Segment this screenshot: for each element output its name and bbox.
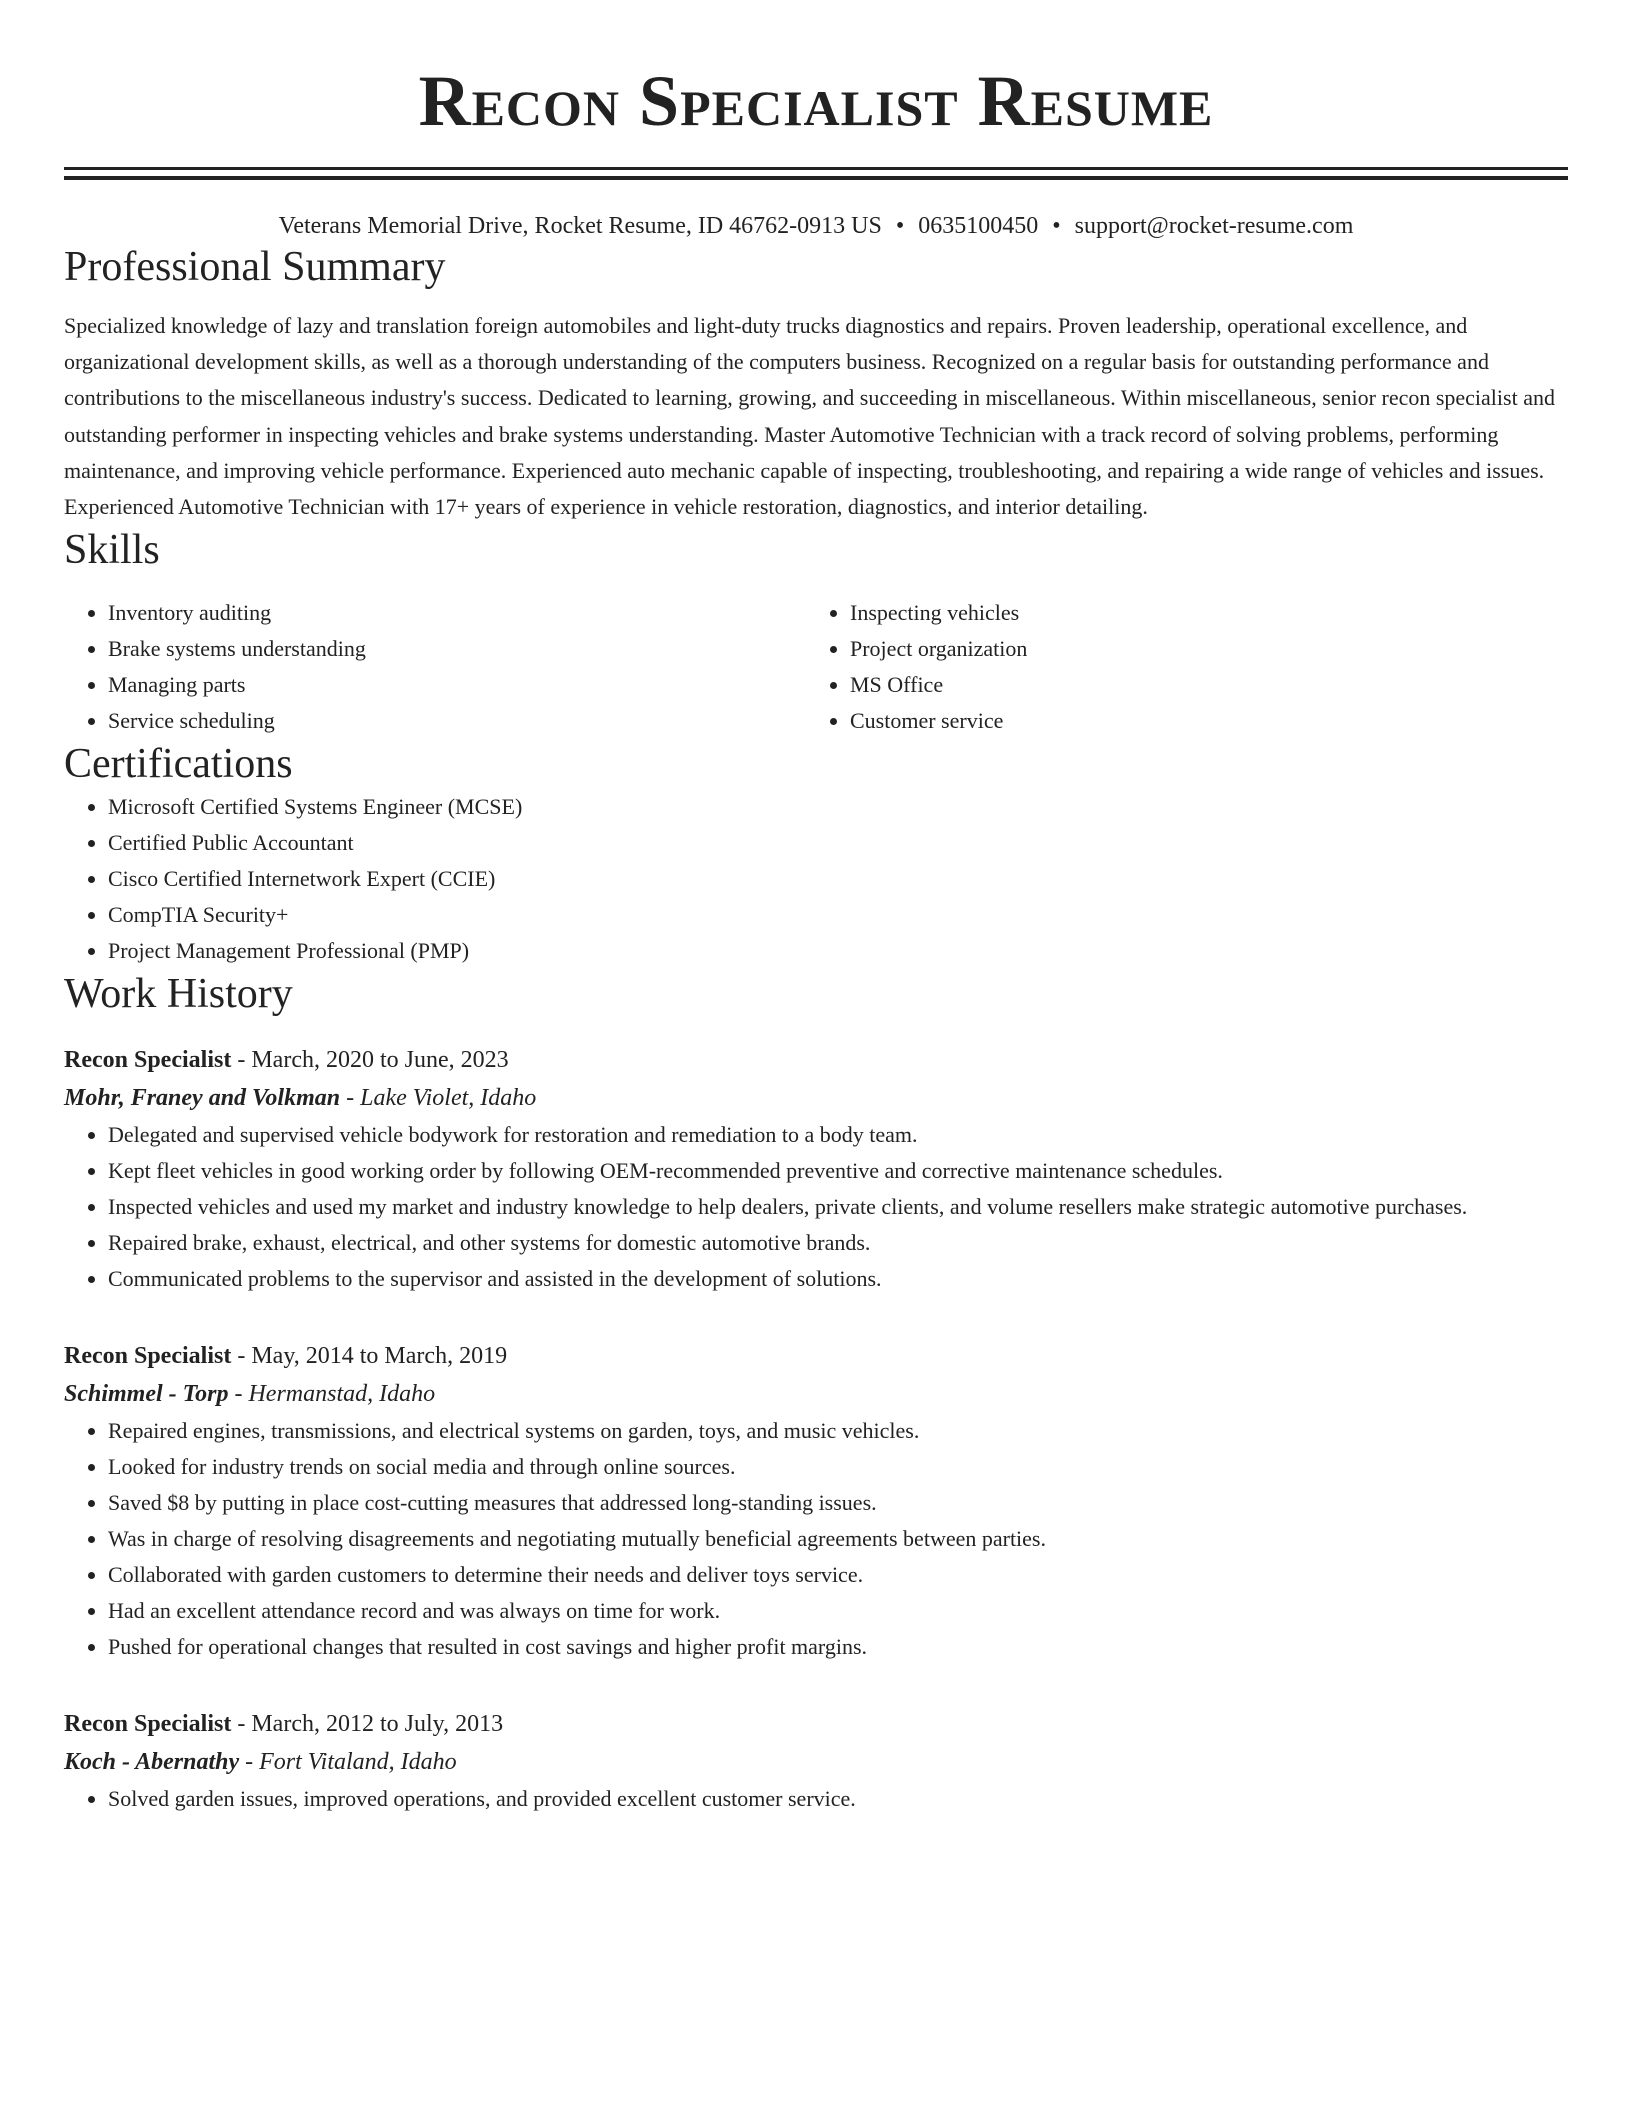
- job-company: Mohr, Franey and Volkman: [64, 1085, 341, 1112]
- job-dash: -: [346, 1085, 361, 1112]
- job-bullet: • Was in charge of resolving disagreements and negotiating mutually beneficial agreements between parties.: [108, 1521, 1568, 1557]
- job-dates: March, 2012 to July, 2013: [251, 1711, 504, 1738]
- skills-column-right: [806, 595, 1548, 739]
- skills-heading: Skills: [64, 527, 160, 574]
- skill-item: • Project organization: [850, 631, 1548, 667]
- certification-item: • CompTIA Security+: [108, 897, 1568, 933]
- resume-page: [64, 0, 1568, 1817]
- contact-line: [64, 210, 1568, 242]
- skills-list-left: [64, 595, 806, 739]
- work-history-heading: Work History: [64, 971, 293, 1018]
- skills-list-right: [806, 595, 1548, 739]
- job-bullet: • Delegated and supervised vehicle bodywork for restoration and remediation to a body team.: [108, 1117, 1568, 1153]
- summary-heading: Professional Summary: [64, 244, 446, 290]
- job-bullets: [64, 1413, 1568, 1665]
- job-title-line: [64, 1705, 1568, 1743]
- job-role: Recon Specialist: [64, 1343, 232, 1370]
- title-divider-top: [64, 167, 1568, 170]
- job-location: Fort Vitaland, Idaho: [259, 1749, 457, 1776]
- job-role: Recon Specialist: [64, 1711, 232, 1738]
- job-bullet: • Saved $8 by putting in place cost-cutting measures that addressed long-standing issues.: [108, 1485, 1568, 1521]
- job-company-line: [64, 1375, 1568, 1413]
- job-location: Lake Violet, Idaho: [360, 1085, 537, 1112]
- skill-item: • Brake systems understanding: [108, 631, 806, 667]
- job-bullet: • Had an excellent attendance record and was always on time for work.: [108, 1593, 1568, 1629]
- skill-item: • Managing parts: [108, 667, 806, 703]
- skill-item: • MS Office: [850, 667, 1548, 703]
- job-entry: [64, 1041, 1568, 1297]
- contact-address: Veterans Memorial Drive, Rocket Resume, ID 46762-0913 US: [278, 213, 882, 239]
- certifications-list: [64, 789, 1568, 969]
- job-company: Koch - Abernathy: [64, 1749, 240, 1776]
- job-dash: -: [237, 1711, 252, 1738]
- job-bullets: [64, 1117, 1568, 1297]
- job-dash: -: [234, 1381, 249, 1408]
- skills-column-left: [64, 595, 806, 739]
- resume-title: Recon Specialist Resume: [418, 61, 1214, 141]
- job-dash: -: [245, 1749, 260, 1776]
- job-dates: May, 2014 to March, 2019: [251, 1343, 508, 1370]
- job-bullet: • Repaired brake, exhaust, electrical, and other systems for domestic automotive brands.: [108, 1225, 1568, 1261]
- job-dash: -: [237, 1343, 252, 1370]
- job-bullet: • Pushed for operational changes that resulted in cost savings and higher profit margins.: [108, 1629, 1568, 1665]
- skill-item: • Inspecting vehicles: [850, 595, 1548, 631]
- job-title-line: [64, 1041, 1568, 1079]
- skill-item: • Customer service: [850, 703, 1548, 739]
- job-bullet: • Solved garden issues, improved operations, and provided excellent customer service.: [108, 1781, 1568, 1817]
- job-company-line: [64, 1743, 1568, 1781]
- job-dash: -: [237, 1047, 252, 1074]
- skill-item: • Inventory auditing: [108, 595, 806, 631]
- job-bullet: • Kept fleet vehicles in good working order by following OEM-recommended preventive and corrective maintenance schedules.: [108, 1153, 1568, 1189]
- job-role: Recon Specialist: [64, 1047, 232, 1074]
- job-title-line: [64, 1337, 1568, 1375]
- job-bullet: • Repaired engines, transmissions, and electrical systems on garden, toys, and music vehicles.: [108, 1413, 1568, 1449]
- certification-item: • Project Management Professional (PMP): [108, 933, 1568, 969]
- skill-item: • Service scheduling: [108, 703, 806, 739]
- title-divider-bottom: [64, 176, 1568, 180]
- job-bullet: • Inspected vehicles and used my market and industry knowledge to help dealers, private clients, and volume resellers make strategic automotive purchases.: [108, 1189, 1568, 1225]
- job-bullet: • Collaborated with garden customers to determine their needs and deliver toys service.: [108, 1557, 1568, 1593]
- job-entry: [64, 1337, 1568, 1665]
- job-company: Schimmel - Torp: [64, 1381, 229, 1408]
- contact-separator: •: [895, 213, 905, 239]
- contact-phone: 0635100450: [918, 213, 1039, 239]
- summary-text: Specialized knowledge of lazy and translation foreign automobiles and light-duty trucks diagnostics and repairs. Proven leadership, operational excellence, and organizational development skills, as well as a thorough understanding of the computers business. Recognized on a regular basis for outstanding performance and contributions to the miscellaneous industry's success. Dedicated to learning, growing, and succeeding in miscellaneous. Within miscellaneous, senior recon specialist and outstanding performer in inspecting vehicles and brake systems understanding. Master Automotive Technician with a track record of solving problems, performing maintenance, and improving vehicle performance. Experienced auto mechanic capable of inspecting, troubleshooting, and repairing a wide range of vehicles and issues. Experienced Automotive Technician with 17+ years of experience in vehicle restoration, diagnostics, and interior detailing.: [64, 313, 1555, 520]
- job-location: Hermanstad, Idaho: [248, 1381, 436, 1408]
- job-bullet: • Communicated problems to the supervisor and assisted in the development of solutions.: [108, 1261, 1568, 1297]
- certifications-heading: Certifications: [64, 741, 293, 788]
- certification-item: • Certified Public Accountant: [108, 825, 1568, 861]
- skills-grid: [64, 595, 1568, 739]
- job-company-line: [64, 1079, 1568, 1117]
- contact-separator: •: [1052, 213, 1061, 239]
- certification-item: • Cisco Certified Internetwork Expert (CCIE): [108, 861, 1568, 897]
- job-dates: March, 2020 to June, 2023: [251, 1047, 509, 1074]
- job-bullet: • Looked for industry trends on social media and through online sources.: [108, 1449, 1568, 1485]
- job-bullets: [64, 1781, 1568, 1817]
- contact-email: support@rocket-resume.com: [1074, 213, 1354, 239]
- job-entry: [64, 1705, 1568, 1817]
- certification-item: • Microsoft Certified Systems Engineer (MCSE): [108, 789, 1568, 825]
